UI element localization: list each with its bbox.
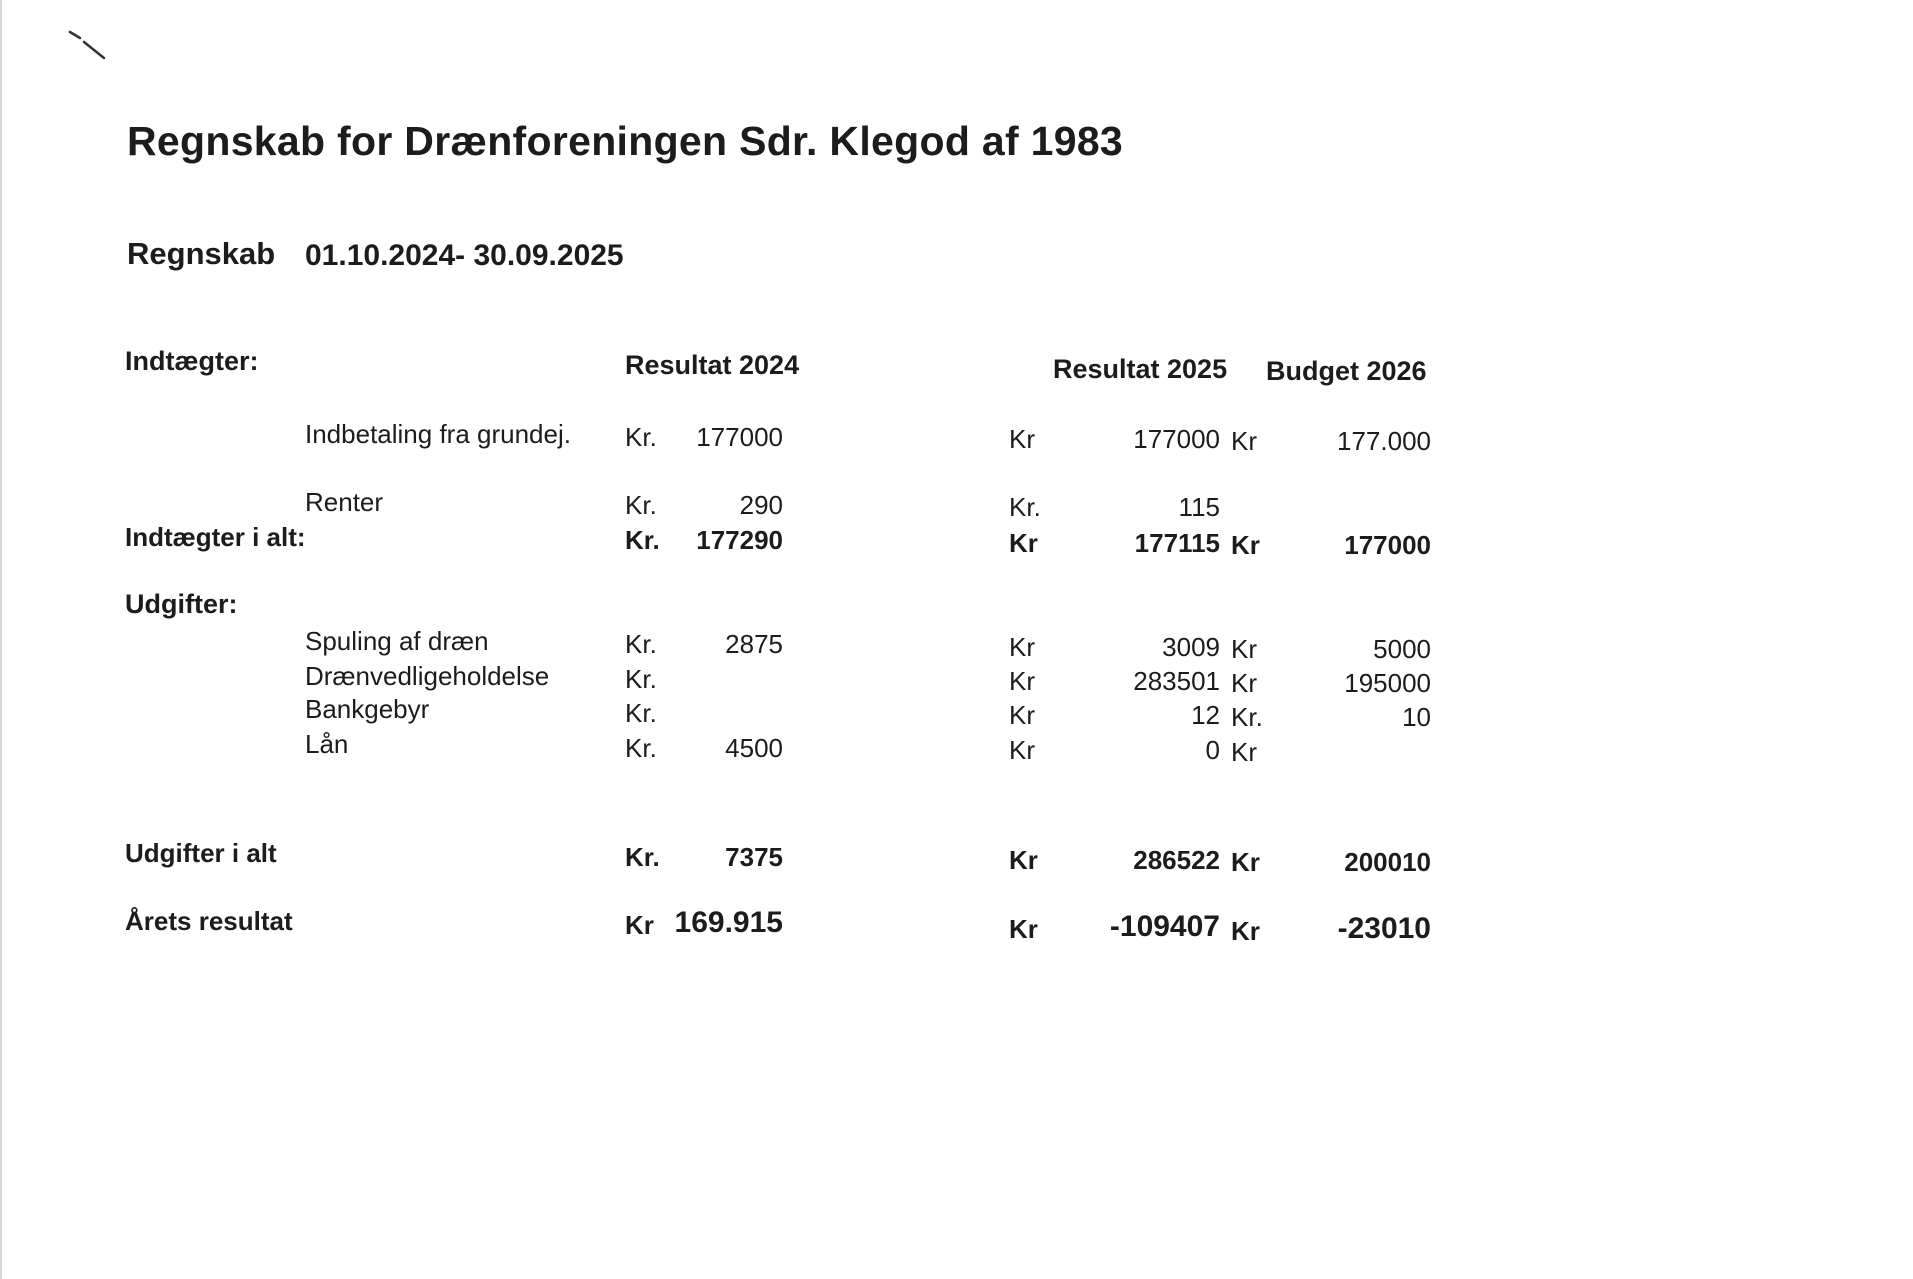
currency-2025: Kr.	[1009, 492, 1041, 522]
page-title: Regnskab for Drænforeningen Sdr. Klegod af 1983	[127, 118, 1124, 164]
accounting-period: 01.10.2024- 30.09.2025	[305, 239, 624, 272]
row-label: Renter	[305, 487, 384, 517]
currency-2026: Kr	[1231, 668, 1257, 698]
value-2024: 177000	[696, 422, 783, 452]
currency-2024: Kr.	[625, 422, 657, 452]
currency-2024: Kr.	[625, 698, 657, 728]
value-2024: 177290	[696, 525, 783, 555]
currency-2024: Kr.	[625, 842, 660, 872]
currency-2025: Kr	[1009, 424, 1035, 454]
value-2025: 115	[1178, 492, 1220, 522]
income-heading: Indtægter:	[125, 346, 259, 376]
value-2025: 3009	[1162, 632, 1220, 662]
scan-mark-icon	[68, 30, 108, 60]
currency-2025: Kr	[1009, 528, 1038, 558]
row-label: Drænvedligeholdelse	[305, 661, 550, 691]
value-2025: 283501	[1133, 666, 1220, 696]
currency-2025: Kr	[1009, 735, 1035, 765]
column-header-budget-2026: Budget 2026	[1266, 356, 1427, 386]
row-label: Lån	[305, 729, 349, 759]
currency-2026: Kr.	[1231, 702, 1263, 732]
row-label: Spuling af dræn	[305, 626, 489, 656]
row-label: Indtægter i alt:	[125, 522, 306, 552]
currency-2024: Kr.	[625, 490, 657, 520]
currency-2024: Kr.	[625, 664, 657, 694]
currency-2025: Kr	[1009, 700, 1035, 730]
currency-2026: Kr	[1231, 916, 1260, 946]
currency-2024: Kr.	[625, 629, 657, 659]
value-2024: 7375	[725, 842, 783, 872]
value-2025: 286522	[1133, 845, 1220, 875]
value-2026: -23010	[1337, 912, 1431, 945]
currency-2024: Kr	[625, 910, 654, 940]
row-label: Indbetaling fra grundej.	[305, 419, 571, 449]
value-2024: 2875	[725, 629, 783, 659]
value-2025: -109407	[1109, 910, 1220, 943]
column-header-result-2024: Resultat 2024	[625, 350, 800, 380]
currency-2025: Kr	[1009, 845, 1038, 875]
value-2026: 200010	[1344, 847, 1431, 877]
scan-edge	[0, 0, 2, 1279]
currency-2026: Kr	[1231, 737, 1257, 767]
currency-2024: Kr.	[625, 733, 657, 763]
value-2025: 177115	[1134, 528, 1220, 558]
currency-2026: Kr	[1231, 530, 1260, 560]
row-label: Bankgebyr	[305, 694, 430, 724]
value-2025: 0	[1205, 735, 1220, 765]
value-2024: 290	[739, 490, 783, 520]
currency-2025: Kr	[1009, 914, 1038, 944]
value-2026: 10	[1402, 702, 1431, 732]
currency-2025: Kr	[1009, 666, 1035, 696]
value-2026: 5000	[1373, 634, 1431, 664]
value-2026: 177.000	[1337, 426, 1431, 456]
subtitle-label: Regnskab	[127, 236, 276, 271]
value-2026: 177000	[1344, 530, 1431, 560]
currency-2026: Kr	[1231, 634, 1257, 664]
value-2024: 169.915	[674, 906, 783, 939]
row-label: Årets resultat	[125, 906, 293, 936]
value-2026: 195000	[1344, 668, 1431, 698]
column-header-result-2025: Resultat 2025	[1053, 354, 1228, 384]
currency-2026: Kr	[1231, 847, 1260, 877]
row-label: Udgifter i alt	[125, 838, 277, 868]
expenses-heading: Udgifter:	[125, 589, 238, 619]
value-2025: 12	[1191, 700, 1220, 730]
value-2025: 177000	[1133, 424, 1220, 454]
currency-2026: Kr	[1231, 426, 1257, 456]
currency-2024: Kr.	[625, 525, 660, 555]
currency-2025: Kr	[1009, 632, 1035, 662]
value-2024: 4500	[725, 733, 783, 763]
